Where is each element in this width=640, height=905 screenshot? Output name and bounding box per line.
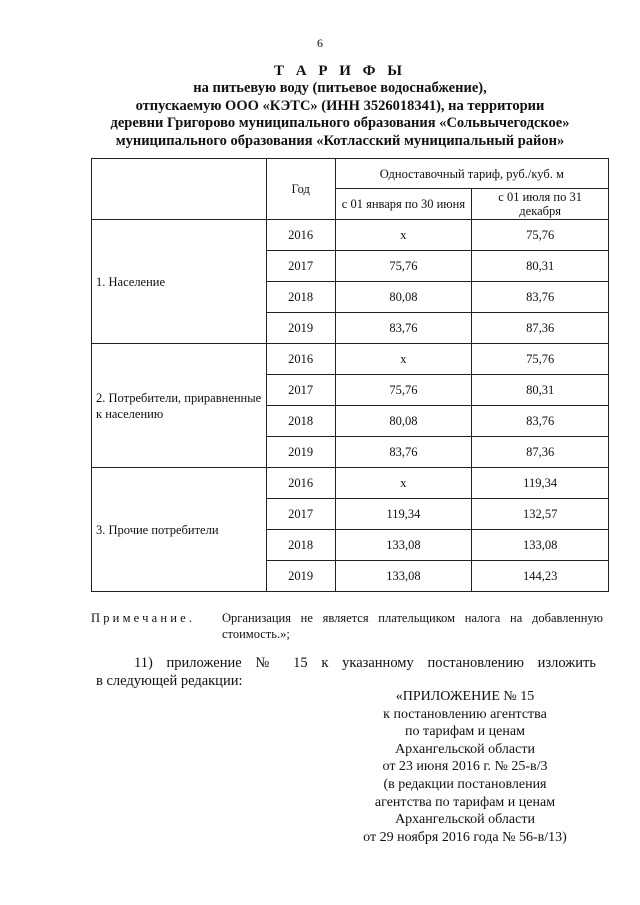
year-cell: 2018 [266, 406, 335, 437]
tariff-period-1-cell: 133,08 [335, 530, 472, 561]
year-cell: 2017 [266, 251, 335, 282]
tariff-period-2-cell: 132,57 [472, 499, 609, 530]
year-cell: 2019 [266, 313, 335, 344]
tariff-period-1-cell: х [335, 220, 472, 251]
year-cell: 2017 [266, 375, 335, 406]
year-cell: 2016 [266, 468, 335, 499]
heading-line: муниципального образования «Котласский муниципальный район» [115, 132, 565, 149]
tariff-period-1-cell: 80,08 [335, 406, 472, 437]
note-label: Примечание. [91, 611, 196, 625]
appendix-line: агентства по тарифам и ценам [374, 794, 556, 810]
appendix-line: от 29 ноября 2016 года № 56-в/13) [363, 829, 567, 845]
heading-line: деревни Григорово муниципального образования «Сольвычегодское» [110, 115, 570, 131]
tariff-period-1-cell: 83,76 [335, 437, 472, 468]
paragraph-line1: 11) приложение № 15 к указанному постановлению изложить [134, 655, 596, 671]
tariff-period-1-cell: х [335, 344, 472, 375]
tariff-period-1-cell: 133,08 [335, 561, 472, 592]
tariff-period-2-cell: 83,76 [472, 282, 609, 313]
table-row [92, 468, 609, 499]
note-text-line2: стоимость.»; [222, 627, 290, 641]
tariff-period-2-cell: 83,76 [472, 406, 609, 437]
tariff-period-2-cell: 80,31 [472, 251, 609, 282]
tariff-period-1-cell: 83,76 [335, 313, 472, 344]
tariff-period-1-cell: х [335, 468, 472, 499]
year-cell: 2019 [266, 437, 335, 468]
tariff-period-2-cell: 133,08 [472, 530, 609, 561]
table-row [92, 220, 609, 251]
year-cell: 2018 [266, 282, 335, 313]
document-heading [60, 62, 620, 150]
year-cell: 2016 [266, 220, 335, 251]
table-row [92, 344, 609, 375]
header-period-2: с 01 июля по 31 декабря [472, 189, 609, 220]
appendix-line: от 23 июня 2016 г. № 25-в/3 [382, 759, 548, 775]
tariff-period-1-cell: 119,34 [335, 499, 472, 530]
tariff-period-2-cell: 87,36 [472, 313, 609, 344]
tariff-period-1-cell: 75,76 [335, 375, 472, 406]
category-cell: 1. Население [92, 220, 267, 344]
tariff-table [91, 158, 609, 592]
header-year: Год [266, 159, 335, 220]
paragraph-line2: в следующей редакции: [96, 673, 243, 689]
tariff-period-2-cell: 87,36 [472, 437, 609, 468]
heading-line: отпускаемую ООО «КЭТС» (ИНН 3526018341), на территории [135, 97, 545, 114]
tariff-period-1-cell: 80,08 [335, 282, 472, 313]
header-empty-cell [92, 159, 267, 220]
document-title: Т А Р И Ф Ы [273, 63, 407, 79]
heading-line: на питьевую воду (питьевое водоснабжение), [193, 80, 487, 96]
appendix-line: Архангельской области [395, 741, 535, 757]
appendix-line: (в редакции постановления [383, 776, 547, 792]
tariff-period-2-cell: 119,34 [472, 468, 609, 499]
category-cell: 3. Прочие потребители [92, 468, 267, 592]
page-number: 6 [317, 36, 323, 50]
year-cell: 2018 [266, 530, 335, 561]
appendix-block [310, 688, 620, 846]
note-text-line1: Организация не является плательщиком налога на добавленную [222, 611, 603, 625]
appendix-line: Архангельской области [395, 812, 535, 828]
appendix-line: по тарифам и ценам [405, 724, 525, 740]
header-tariff: Одноставочный тариф, руб./куб. м [335, 159, 608, 189]
year-cell: 2016 [266, 344, 335, 375]
header-period-1: с 01 января по 30 июня [335, 189, 472, 220]
tariff-period-2-cell: 80,31 [472, 375, 609, 406]
tariff-period-2-cell: 75,76 [472, 344, 609, 375]
year-cell: 2017 [266, 499, 335, 530]
tariff-period-1-cell: 75,76 [335, 251, 472, 282]
category-cell: 2. Потребители, приравненные к населению [92, 344, 267, 468]
tariff-period-2-cell: 144,23 [472, 561, 609, 592]
amendment-paragraph [96, 654, 596, 690]
tariff-period-2-cell: 75,76 [472, 220, 609, 251]
appendix-line: «ПРИЛОЖЕНИЕ № 15 [395, 689, 535, 704]
year-cell: 2019 [266, 561, 335, 592]
appendix-line: к постановлению агентства [383, 706, 547, 722]
